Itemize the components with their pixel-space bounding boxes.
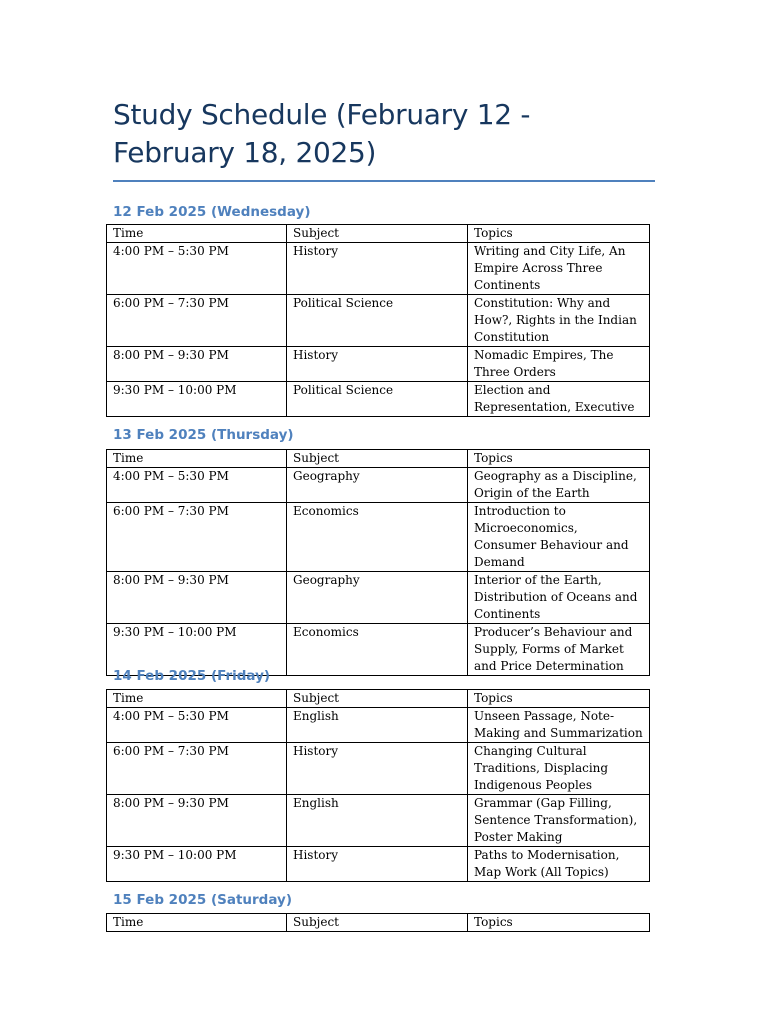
cell-subject: History (287, 243, 468, 295)
cell-subject: Geography (287, 468, 468, 503)
cell-time: 6:00 PM – 7:30 PM (107, 503, 287, 572)
schedule-table-13-feb (106, 449, 650, 676)
cell-time: 8:00 PM – 9:30 PM (107, 347, 287, 382)
cell-subject: Political Science (287, 295, 468, 347)
table-header-row (107, 690, 650, 708)
cell-subject: History (287, 847, 468, 882)
header-subject: Subject (287, 914, 468, 932)
header-subject: Subject (287, 450, 468, 468)
table-header-row (107, 225, 650, 243)
document-title: Study Schedule (February 12 - February 18, 2025) (113, 98, 531, 169)
cell-subject: History (287, 743, 468, 795)
cell-time: 9:30 PM – 10:00 PM (107, 382, 287, 417)
cell-subject: Geography (287, 572, 468, 624)
cell-topics: Writing and City Life, An Empire Across Three Continents (468, 243, 650, 295)
cell-subject: English (287, 708, 468, 743)
title-underline (113, 180, 655, 182)
table-row (107, 572, 650, 624)
cell-time: 4:00 PM – 5:30 PM (107, 708, 287, 743)
cell-topics: Nomadic Empires, The Three Orders (468, 347, 650, 382)
cell-time: 8:00 PM – 9:30 PM (107, 795, 287, 847)
table-header-row (107, 914, 650, 932)
cell-topics: Unseen Passage, Note-Making and Summarization (468, 708, 650, 743)
cell-time: 9:30 PM – 10:00 PM (107, 847, 287, 882)
header-subject: Subject (287, 690, 468, 708)
header-time: Time (107, 690, 287, 708)
cell-subject: Economics (287, 503, 468, 572)
cell-topics: Producer’s Behaviour and Supply, Forms of Market and Price Determination (468, 624, 650, 676)
cell-topics: Changing Cultural Traditions, Displacing Indigenous Peoples (468, 743, 650, 795)
cell-subject: Political Science (287, 382, 468, 417)
table-header-row (107, 450, 650, 468)
cell-subject: History (287, 347, 468, 382)
schedule-table-12-feb (106, 224, 650, 417)
header-topics: Topics (468, 225, 650, 243)
cell-time: 4:00 PM – 5:30 PM (107, 243, 287, 295)
cell-subject: Economics (287, 624, 468, 676)
header-topics: Topics (468, 450, 650, 468)
cell-time: 4:00 PM – 5:30 PM (107, 468, 287, 503)
cell-topics: Introduction to Microeconomics, Consumer Behaviour and Demand (468, 503, 650, 572)
header-subject: Subject (287, 225, 468, 243)
header-time: Time (107, 450, 287, 468)
cell-topics: Geography as a Discipline, Origin of the Earth (468, 468, 650, 503)
cell-time: 9:30 PM – 10:00 PM (107, 624, 287, 676)
cell-topics: Interior of the Earth, Distribution of Oceans and Continents (468, 572, 650, 624)
cell-time: 8:00 PM – 9:30 PM (107, 572, 287, 624)
table-row (107, 468, 650, 503)
table-row (107, 503, 650, 572)
table-row (107, 847, 650, 882)
table-row (107, 295, 650, 347)
day-heading-12-feb: 12 Feb 2025 (Wednesday) (113, 204, 311, 220)
cell-subject: English (287, 795, 468, 847)
cell-time: 6:00 PM – 7:30 PM (107, 743, 287, 795)
day-heading-15-feb: 15 Feb 2025 (Saturday) (113, 892, 293, 908)
cell-topics: Grammar (Gap Filling, Sentence Transformation), Poster Making (468, 795, 650, 847)
header-time: Time (107, 914, 287, 932)
cell-topics: Election and Representation, Executive (468, 382, 650, 417)
schedule-table-14-feb (106, 689, 650, 882)
day-heading-14-feb: 14 Feb 2025 (Friday) (113, 668, 271, 684)
header-time: Time (107, 225, 287, 243)
table-row (107, 347, 650, 382)
header-topics: Topics (468, 914, 650, 932)
day-heading-13-feb: 13 Feb 2025 (Thursday) (113, 427, 294, 443)
table-row (107, 743, 650, 795)
table-row (107, 795, 650, 847)
cell-topics: Paths to Modernisation, Map Work (All Topics) (468, 847, 650, 882)
table-row (107, 708, 650, 743)
header-topics: Topics (468, 690, 650, 708)
table-row (107, 382, 650, 417)
schedule-table-15-feb (106, 913, 650, 932)
table-row (107, 243, 650, 295)
cell-time: 6:00 PM – 7:30 PM (107, 295, 287, 347)
cell-topics: Constitution: Why and How?, Rights in the Indian Constitution (468, 295, 650, 347)
